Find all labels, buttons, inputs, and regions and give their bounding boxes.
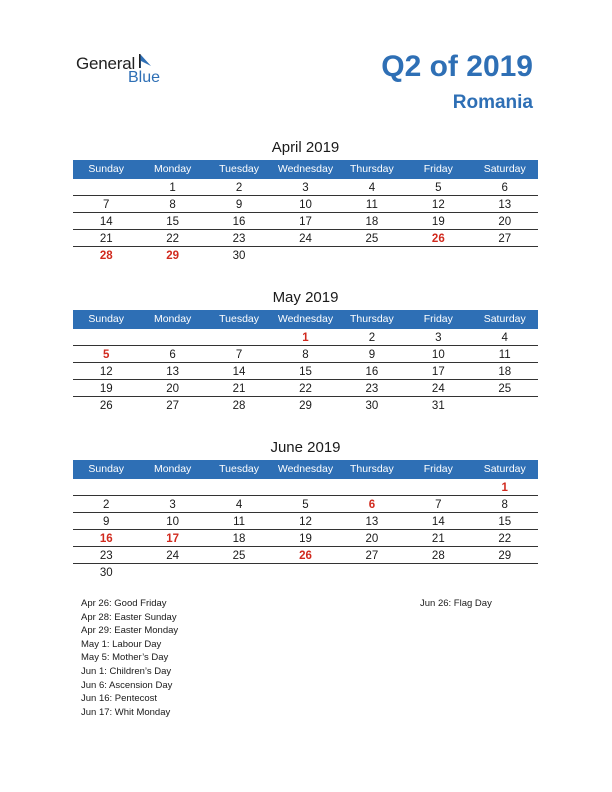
day-cell bbox=[339, 564, 405, 581]
day-cell: 19 bbox=[299, 533, 312, 545]
day-cell: 7 bbox=[435, 499, 442, 511]
day-cell: 30 bbox=[232, 250, 246, 262]
day-cell: 2 bbox=[103, 499, 110, 511]
day-cell bbox=[73, 329, 139, 345]
day-cell: 16 bbox=[232, 216, 246, 228]
day-cell: 16 bbox=[99, 533, 113, 545]
holiday-note: Apr 28: Easter Sunday bbox=[81, 611, 177, 623]
logo bbox=[76, 52, 176, 92]
weekday-monday: Monday bbox=[153, 163, 192, 175]
day-cell: 18 bbox=[232, 533, 246, 545]
holiday-note: Jun 26: Flag Day bbox=[420, 598, 492, 609]
week-row bbox=[73, 363, 538, 380]
week-row bbox=[73, 547, 538, 564]
day-cell bbox=[139, 329, 205, 345]
day-cell: 20 bbox=[166, 383, 180, 395]
day-cell: 13 bbox=[365, 516, 379, 528]
day-cell: 11 bbox=[365, 199, 378, 211]
day-cell: 10 bbox=[299, 199, 312, 211]
day-cell: 8 bbox=[302, 349, 309, 361]
holiday-note: Jun 17: Whit Monday bbox=[81, 706, 171, 718]
day-cell: 26 bbox=[299, 550, 312, 562]
day-cell: 7 bbox=[103, 199, 110, 211]
day-cell bbox=[339, 479, 405, 495]
day-cell: 28 bbox=[99, 250, 113, 262]
day-cell: 5 bbox=[103, 349, 110, 361]
day-cell: 8 bbox=[169, 199, 176, 211]
day-cell: 9 bbox=[235, 199, 243, 211]
weekday-tuesday: Tuesday bbox=[219, 313, 259, 325]
week-row bbox=[73, 397, 538, 414]
day-cell bbox=[206, 329, 272, 345]
day-cell bbox=[472, 564, 538, 581]
day-cell bbox=[272, 479, 338, 495]
day-cell: 22 bbox=[166, 233, 180, 245]
day-cell bbox=[206, 479, 272, 495]
day-cell bbox=[73, 479, 139, 495]
weekday-header bbox=[73, 310, 538, 329]
day-cell: 15 bbox=[498, 516, 512, 528]
week-row bbox=[73, 496, 538, 513]
month-grid bbox=[73, 479, 538, 581]
day-cell: 3 bbox=[169, 499, 176, 511]
holiday-note: Jun 16: Pentecost bbox=[81, 693, 158, 705]
week-row bbox=[73, 530, 538, 547]
month-june bbox=[73, 437, 538, 581]
day-cell: 30 bbox=[365, 400, 379, 412]
day-cell: 27 bbox=[166, 400, 180, 412]
month-title: May 2019 bbox=[272, 289, 339, 306]
day-cell: 15 bbox=[166, 216, 180, 228]
day-cell: 6 bbox=[501, 182, 508, 194]
day-cell: 14 bbox=[99, 216, 113, 228]
day-cell: 7 bbox=[235, 349, 243, 361]
holiday-note: Jun 1: Children’s Day bbox=[81, 665, 172, 677]
day-cell: 3 bbox=[435, 332, 442, 344]
day-cell: 23 bbox=[365, 383, 379, 395]
weekday-thursday: Thursday bbox=[350, 313, 394, 325]
day-cell: 23 bbox=[99, 550, 113, 562]
month-may bbox=[73, 287, 538, 414]
day-cell: 17 bbox=[299, 216, 312, 228]
day-cell: 26 bbox=[99, 400, 113, 412]
weekday-thursday: Thursday bbox=[350, 463, 394, 475]
day-cell: 29 bbox=[166, 250, 180, 262]
weekday-thursday: Thursday bbox=[350, 163, 394, 175]
day-cell: 22 bbox=[299, 383, 312, 395]
day-cell: 21 bbox=[99, 233, 113, 245]
day-cell: 9 bbox=[103, 516, 110, 528]
month-title: April 2019 bbox=[271, 139, 340, 156]
day-cell bbox=[472, 397, 538, 414]
day-cell: 14 bbox=[431, 516, 445, 528]
week-row bbox=[73, 564, 538, 581]
holiday-note: May 1: Labour Day bbox=[81, 638, 162, 650]
day-cell bbox=[272, 247, 338, 264]
day-cell: 1 bbox=[501, 482, 508, 494]
week-row bbox=[73, 196, 538, 213]
day-cell bbox=[405, 247, 471, 264]
day-cell: 9 bbox=[368, 349, 376, 361]
day-cell: 21 bbox=[232, 383, 246, 395]
week-row bbox=[73, 479, 538, 496]
day-cell: 17 bbox=[431, 366, 445, 378]
day-cell: 27 bbox=[365, 550, 379, 562]
weekday-sunday: Sunday bbox=[88, 463, 125, 475]
day-cell: 27 bbox=[498, 233, 512, 245]
day-cell: 13 bbox=[498, 199, 512, 211]
day-cell: 12 bbox=[99, 366, 113, 378]
week-row bbox=[73, 513, 538, 530]
day-cell: 25 bbox=[232, 550, 246, 562]
day-cell bbox=[472, 247, 538, 264]
quarter-title: Q2 of 2019 bbox=[381, 50, 533, 83]
holiday-note: Jun 6: Ascension Day bbox=[81, 679, 173, 691]
day-cell: 16 bbox=[365, 366, 379, 378]
day-cell: 24 bbox=[166, 550, 180, 562]
holiday-note: May 5: Mother’s Day bbox=[81, 652, 169, 664]
day-cell: 25 bbox=[365, 233, 379, 245]
day-cell bbox=[272, 564, 338, 581]
day-cell: 21 bbox=[431, 533, 445, 545]
day-cell: 19 bbox=[431, 216, 445, 228]
weekday-wednesday: Wednesday bbox=[277, 463, 334, 475]
month-april bbox=[73, 137, 538, 264]
weekday-sunday: Sunday bbox=[88, 163, 125, 175]
day-cell: 26 bbox=[431, 233, 445, 245]
day-cell: 12 bbox=[431, 199, 445, 211]
day-cell: 28 bbox=[232, 400, 246, 412]
day-cell: 23 bbox=[232, 233, 246, 245]
day-cell: 4 bbox=[235, 499, 243, 511]
week-row bbox=[73, 213, 538, 230]
week-row bbox=[73, 380, 538, 397]
weekday-saturday: Saturday bbox=[483, 463, 526, 475]
flag-icon bbox=[138, 54, 152, 68]
week-row bbox=[73, 179, 538, 196]
day-cell: 29 bbox=[498, 550, 512, 562]
holiday-notes-right bbox=[420, 597, 492, 611]
weekday-friday: Friday bbox=[423, 463, 453, 475]
weekday-tuesday: Tuesday bbox=[219, 463, 259, 475]
day-cell: 6 bbox=[169, 349, 176, 361]
day-cell: 28 bbox=[431, 550, 445, 562]
weekday-wednesday: Wednesday bbox=[277, 163, 334, 175]
day-cell: 4 bbox=[501, 332, 508, 344]
week-row bbox=[73, 329, 538, 346]
day-cell: 20 bbox=[498, 216, 512, 228]
day-cell: 3 bbox=[302, 182, 309, 194]
day-cell: 14 bbox=[232, 366, 246, 378]
day-cell bbox=[405, 564, 471, 581]
day-cell: 5 bbox=[302, 499, 309, 511]
weekday-sunday: Sunday bbox=[88, 313, 125, 325]
weekday-friday: Friday bbox=[423, 163, 453, 175]
month-grid bbox=[73, 329, 538, 414]
day-cell: 19 bbox=[99, 383, 113, 395]
day-cell: 10 bbox=[431, 349, 445, 361]
weekday-header bbox=[73, 460, 538, 479]
day-cell: 1 bbox=[169, 182, 176, 194]
weekday-tuesday: Tuesday bbox=[219, 163, 259, 175]
day-cell bbox=[405, 479, 471, 495]
week-row bbox=[73, 247, 538, 264]
day-cell: 18 bbox=[365, 216, 379, 228]
day-cell bbox=[206, 564, 272, 581]
day-cell: 13 bbox=[166, 366, 180, 378]
holiday-notes-left bbox=[81, 597, 178, 719]
day-cell: 5 bbox=[435, 182, 442, 194]
day-cell: 24 bbox=[431, 383, 445, 395]
logo-general-text: General bbox=[76, 54, 136, 73]
day-cell: 10 bbox=[166, 516, 180, 528]
day-cell: 15 bbox=[299, 366, 312, 378]
day-cell bbox=[73, 179, 139, 195]
day-cell: 6 bbox=[368, 499, 376, 511]
day-cell: 22 bbox=[498, 533, 512, 545]
day-cell: 11 bbox=[498, 349, 511, 361]
day-cell bbox=[139, 479, 205, 495]
day-cell: 17 bbox=[166, 533, 180, 545]
day-cell: 1 bbox=[302, 332, 309, 344]
week-row bbox=[73, 230, 538, 247]
day-cell: 18 bbox=[498, 366, 512, 378]
day-cell bbox=[339, 247, 405, 264]
day-cell: 24 bbox=[299, 233, 312, 245]
day-cell: 30 bbox=[99, 567, 113, 579]
logo-blue-text: Blue bbox=[128, 69, 161, 86]
weekday-monday: Monday bbox=[153, 313, 192, 325]
day-cell: 11 bbox=[233, 516, 246, 528]
holiday-note: Apr 26: Good Friday bbox=[81, 598, 167, 609]
day-cell bbox=[139, 564, 205, 581]
day-cell: 31 bbox=[431, 400, 445, 412]
week-row bbox=[73, 346, 538, 363]
day-cell: 20 bbox=[365, 533, 379, 545]
month-grid bbox=[73, 179, 538, 264]
day-cell: 12 bbox=[299, 516, 312, 528]
weekday-wednesday: Wednesday bbox=[277, 313, 334, 325]
weekday-friday: Friday bbox=[423, 313, 453, 325]
weekday-saturday: Saturday bbox=[483, 313, 526, 325]
day-cell: 8 bbox=[501, 499, 508, 511]
day-cell: 2 bbox=[235, 182, 243, 194]
day-cell: 29 bbox=[299, 400, 312, 412]
day-cell: 2 bbox=[368, 332, 376, 344]
month-title: June 2019 bbox=[270, 439, 341, 456]
day-cell: 25 bbox=[498, 383, 512, 395]
weekday-header bbox=[73, 160, 538, 179]
weekday-monday: Monday bbox=[153, 463, 192, 475]
day-cell: 4 bbox=[368, 182, 376, 194]
weekday-saturday: Saturday bbox=[483, 163, 526, 175]
country-name: Romania bbox=[452, 92, 533, 113]
holiday-note: Apr 29: Easter Monday bbox=[81, 625, 179, 637]
